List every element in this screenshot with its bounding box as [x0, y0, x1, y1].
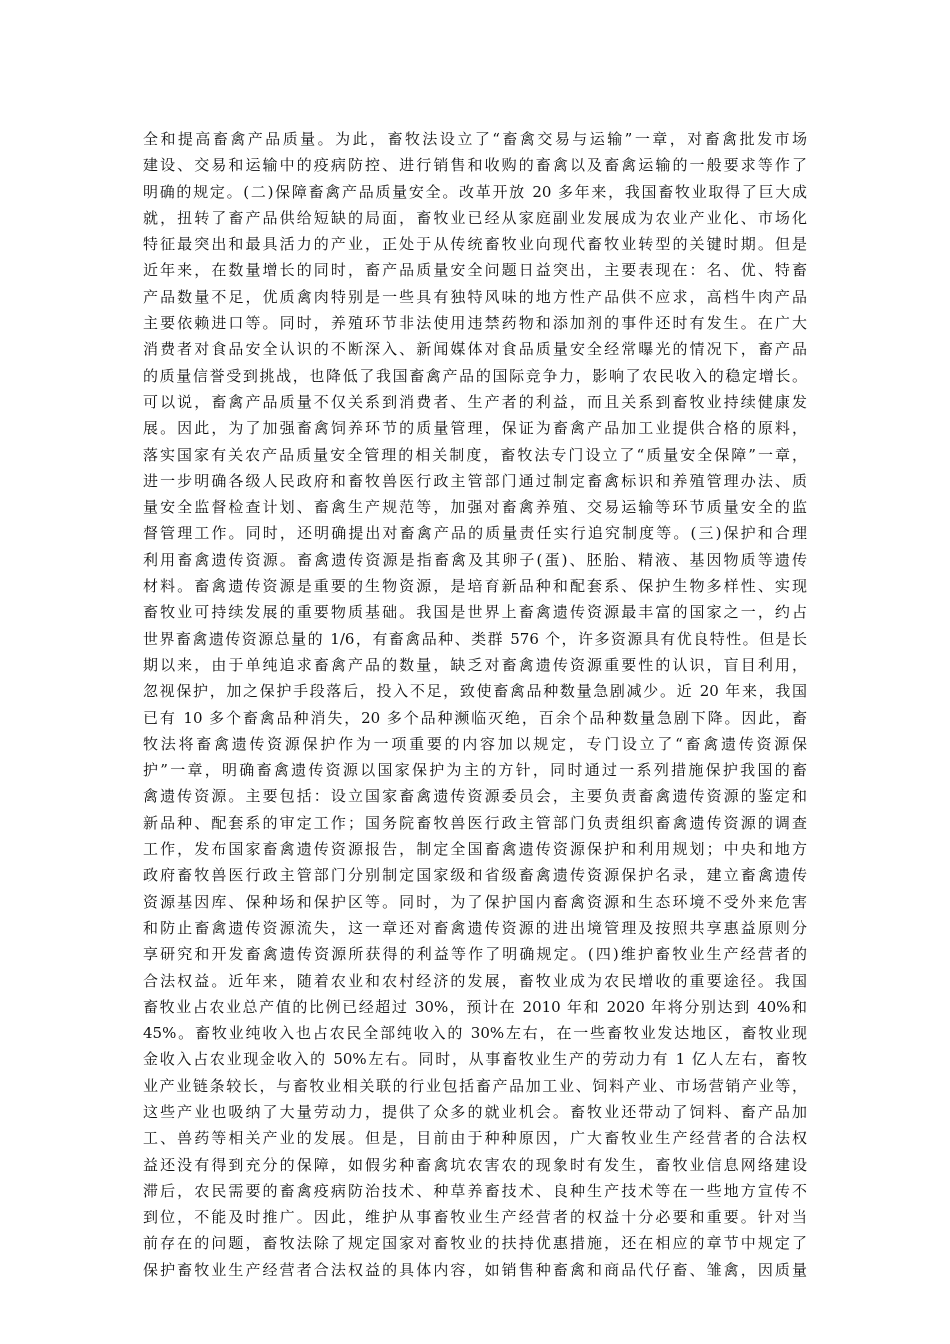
text-line: 牧法将畜禽遗传资源保护作为一项重要的内容加以规定，专门设立了“畜禽遗传资源保	[143, 734, 807, 753]
text-line: 主要依赖进口等。同时，养殖环节非法使用违禁药物和添加剂的事件还时有发生。在广大	[143, 314, 807, 333]
text-line: 督管理工作。同时，还明确提出对畜禽产品的质量责任实行追究制度等。(三)保护和合理	[143, 524, 807, 543]
text-line: 禽遗传资源。主要包括：设立国家畜禽遗传资源委员会，主要负责畜禽遗传资源的鉴定和	[143, 787, 807, 806]
text-line: 量安全监督检查计划、畜禽生产规范等，加强对畜禽养殖、交易运输等环节质量安全的监	[143, 498, 807, 517]
text-line: 工、兽药等相关产业的发展。但是，目前由于种种原因，广大畜牧业生产经营者的合法权	[143, 1129, 807, 1148]
text-line: 合法权益。近年来，随着农业和农村经济的发展，畜牧业成为农民增收的重要途径。我国	[143, 971, 807, 990]
text-line: 展。因此，为了加强畜禽饲养环节的质量管理，保证为畜禽产品加工业提供合格的原料，	[143, 419, 807, 438]
text-line: 消费者对食品安全认识的不断深入、新闻媒体对食品质量安全经常曝光的情况下，畜产品	[143, 340, 807, 359]
text-line: 进一步明确各级人民政府和畜牧兽医行政主管部门通过制定畜禽标识和养殖管理办法、质	[143, 471, 807, 490]
text-line: 保护畜牧业生产经营者合法权益的具体内容，如销售种畜禽和商品代仔畜、雏禽，因质量	[143, 1260, 807, 1279]
text-line: 45%。畜牧业纯收入也占农民全部纯收入的 30%左右，在一些畜牧业发达地区，畜牧业现	[143, 1024, 807, 1043]
text-line: 特征最突出和最具活力的产业，正处于从传统畜牧业向现代畜牧业转型的关键时期。但是	[143, 235, 807, 254]
text-line: 滞后，农民需要的畜禽疫病防治技术、种草养畜技术、良种生产技术等在一些地方宣传不	[143, 1181, 807, 1200]
text-line: 的质量信誉受到挑战，也降低了我国畜禽产品的国际竞争力，影响了农民收入的稳定增长。	[143, 366, 807, 385]
text-line: 和防止畜禽遗传资源流失，这一章还对畜禽遗传资源的进出境管理及按照共享惠益原则分	[143, 918, 807, 937]
text-line: 材料。畜禽遗传资源是重要的生物资源，是培育新品种和配套系、保护生物多样性、实现	[143, 577, 807, 596]
text-line: 工作，发布国家畜禽遗传资源报告，制定全国畜禽遗传资源保护和利用规划；中央和地方	[143, 840, 807, 859]
text-line: 落实国家有关农产品质量安全管理的相关制度，畜牧法专门设立了“质量安全保障”一章，	[143, 445, 807, 464]
text-line: 期以来，由于单纯追求畜禽产品的数量，缺乏对畜禽遗传资源重要性的认识，盲目利用，	[143, 655, 807, 674]
text-line: 近年来，在数量增长的同时，畜产品质量安全问题日益突出，主要表现在：名、优、特畜	[143, 261, 807, 280]
text-line: 明确的规定。(二)保障畜禽产品质量安全。改革开放 20 多年来，我国畜牧业取得了巨大成	[143, 182, 807, 201]
text-line: 建设、交易和运输中的疫病防控、进行销售和收购的畜禽以及畜禽运输的一般要求等作了	[143, 156, 807, 175]
body-text	[143, 126, 807, 1283]
text-line: 益还没有得到充分的保障，如假劣种畜禽坑农害农的现象时有发生，畜牧业信息网络建设	[143, 1155, 807, 1174]
text-line: 享研究和开发畜禽遗传资源所获得的利益等作了明确规定。(四)维护畜牧业生产经营者的	[143, 945, 807, 964]
text-line: 金收入占农业现金收入的 50%左右。同时，从事畜牧业生产的劳动力有 1 亿人左右，畜牧	[143, 1050, 807, 1069]
text-line: 产品数量不足，优质禽肉特别是一些具有独特风味的地方性产品供不应求，高档牛肉产品	[143, 287, 807, 306]
text-line: 护”一章，明确畜禽遗传资源以国家保护为主的方针，同时通过一系列措施保护我国的畜	[143, 761, 807, 780]
text-line: 业产业链条较长，与畜牧业相关联的行业包括畜产品加工业、饲料产业、市场营销产业等，	[143, 1076, 807, 1095]
text-line: 政府畜牧兽医行政主管部门分别制定国家级和省级畜禽遗传资源保护名录，建立畜禽遗传	[143, 866, 807, 885]
text-line: 畜牧业占农业总产值的比例已经超过 30%，预计在 2010 年和 2020 年将分别达到 40%和	[143, 997, 807, 1016]
text-line: 可以说，畜禽产品质量不仅关系到消费者、生产者的利益，而且关系到畜牧业持续健康发	[143, 392, 807, 411]
text-line: 世界畜禽遗传资源总量的 1/6，有畜禽品种、类群 576 个，许多资源具有优良特性。但是长	[143, 629, 807, 648]
text-line: 前存在的问题，畜牧法除了规定国家对畜牧业的扶持优惠措施，还在相应的章节中规定了	[143, 1234, 807, 1253]
text-line: 这些产业也吸纳了大量劳动力，提供了众多的就业机会。畜牧业还带动了饲料、畜产品加	[143, 1102, 807, 1121]
text-line: 资源基因库、保种场和保护区等。同时，为了保护国内畜禽资源和生态环境不受外来危害	[143, 892, 807, 911]
text-line: 新品种、配套系的审定工作；国务院畜牧兽医行政主管部门负责组织畜禽遗传资源的调查	[143, 813, 807, 832]
text-line: 全和提高畜禽产品质量。为此，畜牧法设立了“畜禽交易与运输”一章，对畜禽批发市场	[143, 130, 807, 148]
text-line: 利用畜禽遗传资源。畜禽遗传资源是指畜禽及其卵子(蛋)、胚胎、精液、基因物质等遗传	[143, 550, 807, 569]
text-line: 畜牧业可持续发展的重要物质基础。我国是世界上畜禽遗传资源最丰富的国家之一，约占	[143, 603, 807, 622]
text-line: 忽视保护，加之保护手段落后，投入不足，致使畜禽品种数量急剧减少。近 20 年来，我国	[143, 682, 807, 701]
text-line: 就，扭转了畜产品供给短缺的局面，畜牧业已经从家庭副业发展成为农业产业化、市场化	[143, 208, 807, 227]
text-line: 到位，不能及时推广。因此，维护从事畜牧业生产经营者的权益十分必要和重要。针对当	[143, 1208, 807, 1227]
text-line: 已有 10 多个畜禽品种消失，20 多个品种濒临灭绝，百余个品种数量急剧下降。因此，畜	[143, 708, 807, 727]
